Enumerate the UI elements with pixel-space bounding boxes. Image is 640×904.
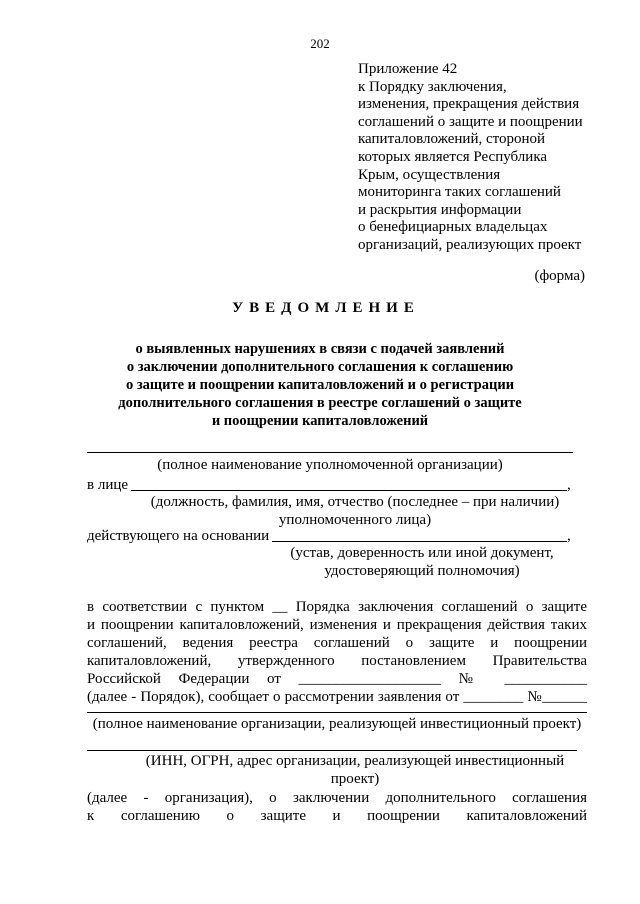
appendix-line: которых является Республика bbox=[358, 148, 548, 165]
comma: , bbox=[567, 477, 571, 493]
body-line: в соответствии с пунктом __ Порядка заключения соглашений о защите bbox=[87, 599, 587, 615]
body-paragraph bbox=[87, 598, 587, 706]
investor-name-caption: (полное наименование организации, реализующей инвестиционный проект) bbox=[92, 716, 582, 732]
appendix-line: соглашений о защите и поощрении bbox=[358, 113, 583, 130]
appendix-line: и раскрытия информации bbox=[358, 201, 522, 218]
org-name-field-line[interactable] bbox=[87, 452, 573, 453]
appendix-line: к Порядку заключения, bbox=[358, 78, 507, 95]
body-line: соглашений, ведения реестра соглашений о защите и поощрении bbox=[87, 635, 587, 651]
body-line: капиталовложений, утвержденного постановлением Правительства bbox=[87, 653, 587, 669]
org-name-caption: (полное наименование уполномоченной организации) bbox=[157, 457, 503, 473]
investor-name-field-line[interactable] bbox=[87, 712, 587, 713]
appendix-header bbox=[358, 61, 583, 255]
appendix-line: Крым, осуществления bbox=[358, 166, 501, 183]
basis-label: действующего на основании bbox=[87, 528, 270, 544]
appendix-line: капиталовложений, стороной bbox=[358, 131, 546, 148]
investor-details-caption-line-1: (ИНН, ОГРН, адрес организации, реализующей инвестиционный bbox=[145, 753, 565, 769]
in-person-field-line[interactable] bbox=[131, 490, 567, 491]
form-label: (форма) bbox=[534, 268, 585, 284]
appendix-line: мониторинга таких соглашений bbox=[358, 184, 561, 201]
basis-field-line[interactable] bbox=[272, 541, 567, 542]
comma: , bbox=[567, 528, 571, 544]
appendix-line: изменения, прекращения действия bbox=[358, 96, 580, 113]
tail-paragraph bbox=[87, 789, 587, 825]
person-caption-line-2: уполномоченного лица) bbox=[278, 512, 432, 528]
body-line: (далее - Порядок), сообщает о рассмотрении заявления от ________ №______ bbox=[87, 689, 587, 705]
tail-line: (далее - организация), о заключении дополнительного соглашения bbox=[87, 790, 587, 806]
in-person-label: в лице bbox=[87, 477, 129, 493]
tail-line: к соглашению о защите и поощрении капиталовложений bbox=[87, 808, 587, 824]
document-subtitle bbox=[0, 340, 640, 430]
body-line: Российской Федерации от ___________________ № ___________ bbox=[87, 671, 587, 687]
basis-caption-line-1: (устав, доверенность или иной документ, bbox=[290, 545, 554, 561]
basis-caption-line-2: удостоверяющий полномочия) bbox=[324, 563, 520, 579]
investor-details-field-line[interactable] bbox=[87, 750, 577, 751]
investor-details-caption-line-2: проект) bbox=[330, 771, 380, 787]
subtitle-line: и поощрении капиталовложений bbox=[211, 413, 429, 429]
subtitle-line: о заключении дополнительного соглашения к соглашению bbox=[126, 359, 514, 375]
subtitle-line: дополнительного соглашения в реестре соглашений о защите bbox=[118, 395, 522, 411]
appendix-line: Приложение 42 bbox=[358, 61, 458, 77]
subtitle-line: о защите и поощрении капиталовложений и о регистрации bbox=[125, 377, 515, 393]
person-caption-line-1: (должность, фамилия, имя, отчество (последнее – при наличии) bbox=[150, 494, 560, 510]
appendix-line: организаций, реализующих проект bbox=[358, 236, 582, 253]
subtitle-line: о выявленных нарушениях в связи с подачей заявлений bbox=[135, 341, 505, 357]
page-number: 202 bbox=[310, 36, 330, 51]
document-title: УВЕДОМЛЕНИЕ bbox=[232, 300, 420, 316]
body-line: и поощрении капиталовложений, изменения и прекращения действия таких bbox=[87, 617, 587, 633]
appendix-line: о бенефициарных владельцах bbox=[358, 219, 548, 236]
